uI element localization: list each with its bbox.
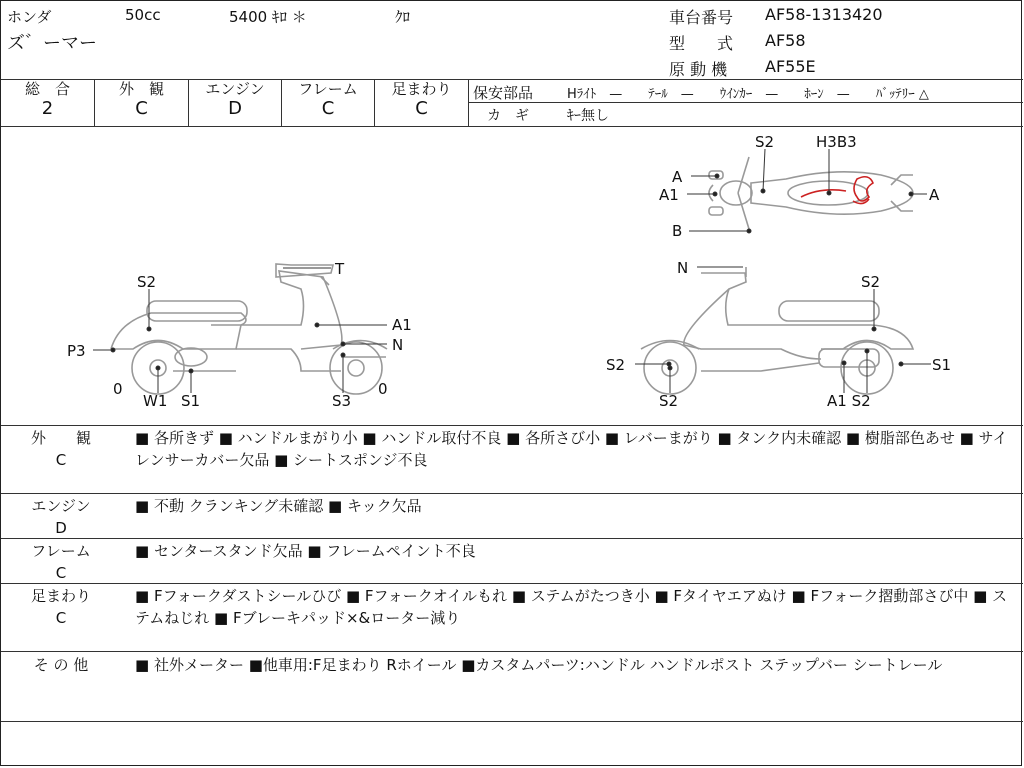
label-left-s2: S2 [137,273,157,291]
label-left-0-front: 0 [113,380,123,398]
grade-value: C [135,98,148,119]
grade-value: 2 [41,98,54,119]
section-text: ■ 不動 クランキング未確認 ■ キック欠品 [135,497,422,515]
section-frame [1,540,121,584]
section-exterior [1,427,121,471]
label-right-n: N [677,259,689,277]
section-label: 足まわり [30,587,91,605]
type-label: 型 式 [669,34,734,53]
leader-lines [93,149,931,393]
section-label: エンジン [31,497,91,515]
grade-exterior [95,80,188,120]
safety-label: 保安部品 [473,84,534,102]
frame-no-label: 車台番号 [669,8,734,27]
section-label: 外 観 [30,429,91,447]
label-right-s2-seat: S2 [861,273,881,291]
label-top-h3b3: H3B3 [816,133,857,151]
label-top-s2: S2 [755,133,775,151]
section-grade: D [55,519,67,537]
maker: ホンダ [7,8,52,26]
key-value: ｷｰ無し [567,108,609,124]
grade-frame [282,80,374,120]
grade-suspension [375,80,468,120]
divider [468,79,469,126]
grade-label: 総 合 [24,80,70,98]
displacement: 50cc [125,6,161,24]
key-label: カ ギ [487,108,529,124]
label-right-a1-s2: A1 S2 [827,392,871,410]
model-name: ズ゛ーマー [7,33,97,54]
section-grade: C [55,451,67,469]
color: ｸﾛ [395,8,411,26]
section-suspension [1,585,121,629]
section-other [1,654,121,676]
section-grade: C [55,609,67,627]
label-right-s1: S1 [932,356,952,374]
engine-label: 原 動 機 [669,60,728,79]
divider [1,651,1023,652]
label-top-a-rear: A [929,186,940,204]
diagram-labels [67,133,951,410]
grade-total [1,80,94,120]
grade-value: C [415,98,428,119]
grade-label: 足まわり [391,80,452,98]
label-top-a1: A1 [659,186,679,204]
section-label: フレーム [31,542,91,560]
label-left-n: N [392,336,404,354]
label-top-a-front: A [672,168,683,186]
grade-value: D [228,98,242,119]
grade-value: C [321,98,335,119]
label-left-s1: S1 [181,392,201,410]
grade-label: エンジン [205,80,265,98]
scooter-outlines [111,157,913,394]
label-left-w1: W1 [143,392,168,410]
label-left-p3: P3 [67,342,86,360]
section-text: ■ 社外メーター ■他車用:F足まわり Rホイール ■カスタムパーツ:ハンドル ハンドルポスト ステップバー シートレール [135,656,943,674]
damage-diagram [1,127,1023,425]
label-right-s2-front: S2 [606,356,626,374]
section-grade: C [55,564,67,582]
grade-engine [189,80,281,120]
label-left-t: T [335,260,345,278]
section-text: ■ 各所きず ■ ハンドルまがり小 ■ ハンドル取付不良 ■ 各所さび小 ■ レバーまがり ■ タンク内未確認 ■ 樹脂部色あせ ■ サイレンサーカバー欠品 ■ シートスポンジ不良 [135,429,1008,469]
frame-no: AF58-1313420 [765,5,883,24]
engine-value: AF55E [765,57,816,76]
grade-label: 外 観 [118,80,164,98]
divider [468,102,1023,103]
divider [1,493,1023,494]
section-engine [1,495,121,539]
label-top-b: B [672,222,683,240]
divider [1,425,1023,426]
safety-items: Hﾗｲﾄ — ﾃｰﾙ — ｳｲﾝｶｰ — ﾎｰﾝ — ﾊﾞｯﾃﾘｰ △ [567,87,929,102]
label-left-a1: A1 [392,316,412,334]
section-text: ■ センタースタンド欠品 ■ フレームペイント不良 [135,542,476,560]
divider [1,721,1023,722]
type-value: AF58 [765,31,806,50]
section-label: そ の 他 [33,656,89,674]
divider [1,583,1023,584]
section-text: ■ Fフォークダストシールひび ■ Fフォークオイルもれ ■ ステムがたつき小 ■ Fタイヤエアぬけ ■ Fフォーク摺動部さび中 ■ ステムねじれ ■ Fブレーキパッド×&ローター減り [135,587,1008,627]
mileage: 5400 ｷﾛ ＊ [229,8,307,26]
divider [1,538,1023,539]
label-right-s2-wheel: S2 [659,392,679,410]
grade-label: フレーム [298,80,358,98]
label-left-0-rear: 0 [378,380,388,398]
label-left-s3: S3 [332,392,352,410]
